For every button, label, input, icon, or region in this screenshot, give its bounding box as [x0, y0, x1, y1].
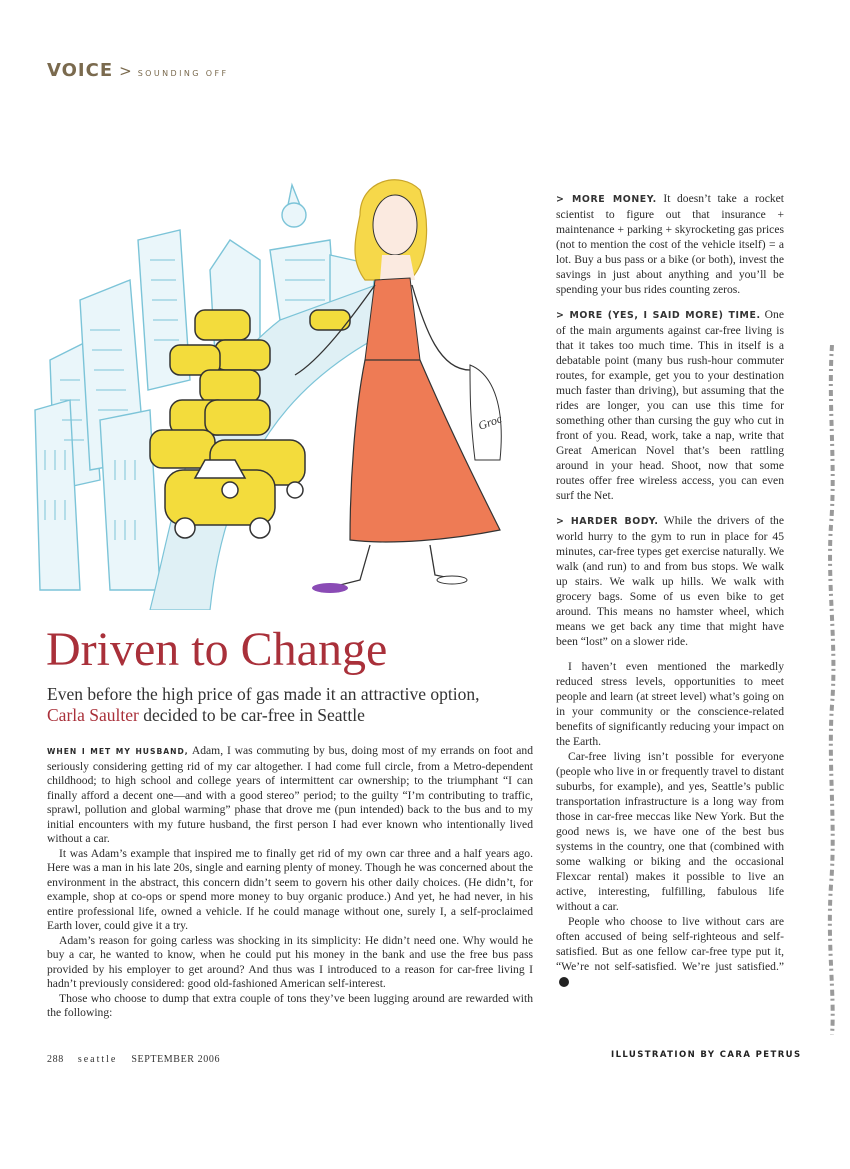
paragraph: Car-free living isn’t possible for everyone (people who live in or frequently travel to distant suburbs, for example), and yes, Seattle’s public transportation infrastructure is a long way from those in car-free meccas like New York. But the good news is, we have one of the best bus systems in the country, one that (combined with some walking or biking and the occasional Flexcar rental) makes it possible to live an active, interesting, fulfilling, fabulous life without a car. — [556, 750, 784, 913]
article-dek — [47, 684, 517, 726]
dek-text-end: decided to be car-free in Seattle — [138, 705, 365, 725]
benefit-body: > HARDER BODY. While the drivers of the world hurry to the gym to run in place for 45 minutes, car-free types get exercise naturally. We walk (and run) to and from bus stops. We walk up stairs. We walk up hills. We walk with grocery bags. Some of us even bike to get around. This means no hamster wheel, which means we get back any time that might have been “lost” on a slower ride. — [556, 514, 784, 648]
page-number: 288 — [47, 1054, 64, 1065]
end-mark-icon — [559, 977, 569, 987]
section-label: VOICE — [47, 60, 114, 81]
paragraph: I haven’t even mentioned the markedly reduced stress levels, opportunities to meet people and learn (at street level) what’s going on in your community or the conscience-related benefits of significantly reducing your impact on the Earth. — [556, 660, 784, 748]
chevron-right-icon: > — [119, 62, 132, 80]
body-left-column — [47, 744, 533, 1021]
paragraph: Those who choose to dump that extra couple of tons they’ve been lugging around are rewarded with the following: — [47, 991, 533, 1019]
author-name: Carla Saulter — [47, 705, 139, 725]
benefit-time: > MORE (YES, I SAID MORE) TIME. One of the main arguments against car-free living is that it takes too much time. This in itself is a debatable point (many bus rush-hour commuter routes, for example, get you to your destination much faster than driving), but assuming that the rides are longer, you can use this time for something other than cursing the guy who cut in front of you. Read, work, take a nap, write that Great American Novel that’s been rattling around in your head. Shoot, now that some routes offer free wireless access, you can even surf the Net. — [556, 308, 784, 502]
page-footer — [47, 1054, 220, 1065]
paragraph: It was Adam’s example that inspired me to finally get rid of my own car three and a half years ago. Here was a man in his late 20s, single and earning plenty of money. Though he was concerned about the environment in the abstract, this concern didn’t seem to govern his other daily choices. (He didn’t, for example, shop at co-ops or spend more money to buy organic produce.) And yet, he had never, in his entire professional life, owned a vehicle. If he could manage without one, surely I, a self-proclaimed Earth lover, could give it a try. — [47, 846, 533, 932]
subsection-label: SOUNDING OFF — [137, 69, 229, 78]
lead-in: WHEN I MET MY HUSBAND, — [47, 747, 189, 756]
magazine-name: seattle — [77, 1054, 118, 1065]
issue-date: SEPTEMBER 2006 — [131, 1054, 221, 1065]
paragraph: People who choose to live without cars are often accused of being self-righteous and self-satisfied. But as one fellow car-free type put it, “We’re not self-satisfied. We’re just satisfied.” — [556, 914, 784, 989]
benefit-heading: > HARDER BODY. — [556, 516, 659, 527]
benefit-money: > MORE MONEY. It doesn’t take a rocket scientist to figure out that insurance + maintenance + parking + skyrocketing gas prices (not to mention the cost of the vehicle itself) = a lot. Buy a bus pass or a bike (or both), invest the savings in just about anything and you’ll be spending your bus rides counting zeros. — [556, 192, 785, 296]
body-right-column — [556, 191, 784, 989]
article-title: Driven to Change — [46, 623, 388, 676]
illustration-woman-taxis — [30, 160, 555, 610]
benefit-heading: > MORE (YES, I SAID MORE) TIME. — [556, 310, 761, 321]
bag-label: Groc — [476, 411, 504, 433]
section-header — [47, 60, 228, 81]
scan-edge — [825, 345, 839, 1035]
illustration-credit: ILLUSTRATION BY CARA PETRUS — [611, 1050, 802, 1060]
benefit-heading: > MORE MONEY. — [556, 194, 657, 205]
paragraph: Adam’s reason for going carless was shocking in its simplicity: He didn’t need one. Why would he buy a car, he wanted to know, when he could put his money in the bank and use the free bus pass provided by his employer to get around? And thus was I introduced to a reason for car-free living I hadn’t previously considered: good old-fashioned American self-interest. — [47, 933, 533, 990]
paragraph: WHEN I MET MY HUSBAND, Adam, I was commuting by bus, doing most of my errands on foot and seriously considering getting rid of my car altogether. I had come full circle, from a Metro-dependent childhood; to high school and college years of intermittent car ownership; to the triumphant “I can finally afford a decent one—and with a good stereo” period; to the guilty “I’m contributing to traffic, sprawl, pollution and global warming” phase that drove me (pun intended) back to the bus and to my initial encounters with my future husband, the first person I had ever known who intentionally lived without a car. — [47, 744, 533, 845]
dek-text-start: Even before the high price of gas made it an attractive option, — [47, 684, 480, 704]
